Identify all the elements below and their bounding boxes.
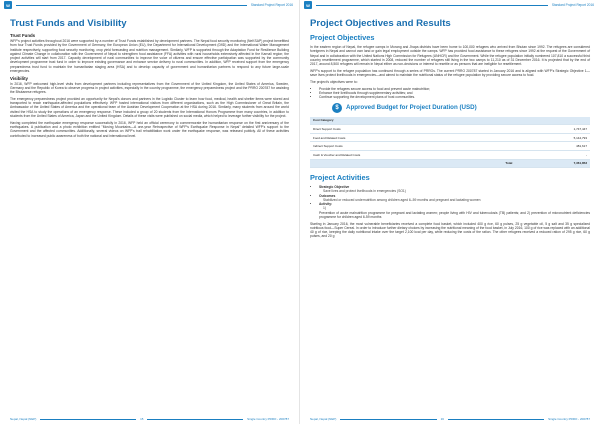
- list-item: • Continue supporting the development plans of host communities.: [319, 95, 590, 99]
- list-item: • Provide the refugees secure access to food and prevent acute malnutrition;: [319, 87, 590, 91]
- list-item: • Outcomes Stabilized or reduced undernutrition among children aged 6–59 months and pregnant and lactating women: [319, 194, 590, 203]
- right-page: [300, 0, 600, 424]
- running-header: Standard Project Report 2016: [250, 3, 293, 7]
- budget-header: [332, 103, 590, 113]
- footer-project: Single Country PRRO - 200787: [247, 417, 290, 421]
- objectives-intro: The project's objectives were to:: [310, 79, 358, 84]
- table-row: [310, 142, 590, 151]
- left-topbar: [0, 0, 299, 10]
- objectives-paragraph-2: WFP's support to the refugee population has continued through a series of PRROs. The current PRRO 200787 started in January 2016 and is aligned with WFP's Strategic Objective 1—save lives protect livelihoods in emergencies—and aimed to maintain the nutritional status of the refugee population by providing secure access to food.: [310, 68, 590, 78]
- table-cell: Cash & Voucher and Related Costs: [310, 150, 515, 159]
- left-footer: [10, 417, 289, 421]
- wfp-logo-icon: W: [4, 1, 12, 9]
- running-header: Standard Project Report 2016: [551, 3, 594, 7]
- page-title: Trust Funds and Visibility: [10, 18, 127, 29]
- visibility-heading: Visibility: [10, 75, 28, 81]
- table-cell: Total: [310, 159, 515, 168]
- footer-country: Nepal, Nepal (NEP): [10, 417, 37, 421]
- table-cell: 1,747,447: [515, 125, 590, 134]
- table-cell: -: [515, 150, 590, 159]
- table-cell: [515, 117, 590, 125]
- list-item: • Enhance their livelihoods through supplementary activities; and: [319, 91, 590, 95]
- table-row: [310, 125, 590, 134]
- footer-rule: [147, 419, 243, 420]
- objectives-paragraph-1: In the eastern region of Nepal, the refugee camps in Morang and Jhapa districts have been home to 100,000 refugees who arrived from Bhutan since 1992. The refugees are considered foreigners in Nepal and cannot own land or gain legal employment outside the camps. WFP has provided food assistance to these refugees since 1992 at the request of the Government of Nepal and in collaboration with the United Nations High Commission for Refugees (UNHCR) and the Government. While the refugee population initially numbered 107,810 a successful third country resettlement programme, which started in 2008, reduced the number of refugees still living in the two camps to 11,210 as of 31 December 2016. It is projected that by the end of 2017, around 8,500 refugees will remain in Nepal either as non-decisions or interest to resettle or as persons that are ineligible for resettlement.: [310, 45, 590, 66]
- table-cell: 5,144,793: [515, 133, 590, 142]
- wfp-logo-icon: W: [304, 1, 312, 9]
- table-total-row: [310, 159, 590, 168]
- visibility-paragraph-1: In 2016, WFP welcomed high-level visits from development partners including representatives from the Government of the United Kingdom, the United States of America, Sweden, Germany and the Republic of Korea to observe progress in project activities, especially in the country programme, the emergency preparedness project and the PRRO 200787 for assisting the Bhutanese refugees.: [10, 81, 289, 95]
- table-cell: 7,361,853: [515, 159, 590, 168]
- table-cell: 481,617: [515, 142, 590, 151]
- header-rule: [16, 5, 247, 6]
- activities-list: [310, 185, 590, 211]
- footer-rule: [340, 419, 436, 420]
- budget-title: Approved Budget for Project Duration (USD): [346, 104, 477, 112]
- footer-country: Nepal, Nepal (NEP): [310, 417, 337, 421]
- footer-project: Single Country PRRO - 200787: [548, 417, 591, 421]
- right-topbar: [300, 0, 600, 10]
- objectives-heading: Project Objectives: [310, 33, 375, 42]
- header-rule: [316, 5, 548, 6]
- list-item: • Strategic Objective Save lives and protect livelihoods in emergencies (SO1): [319, 185, 590, 194]
- table-cell: Indirect Support Costs: [310, 142, 515, 151]
- objectives-list: [310, 87, 590, 100]
- table-cell: Direct Support Costs: [310, 125, 515, 134]
- table-row: [310, 117, 590, 125]
- visibility-paragraph-3: Having completed the earthquake emergency response successfully in 2016, WFP held an official ceremony to commemorate the humanitarian response on the first anniversary of the earthquakes. A publication and a photo exhibition entitled "Moving Mountains—A one-year Retrospective of WFP's Earthquake Response in Nepal" detailed WFP's support to the Government and the affected communities. Additionally, several videos on WFP's trail rehabilitation work under the earthquake response, was released publicly. All of these activities contributed to increased public awareness of both the national and international level.: [10, 120, 289, 138]
- page-number: 15: [140, 417, 144, 421]
- table-cell: Food and Related Costs: [310, 133, 515, 142]
- budget-table: [310, 117, 590, 169]
- trust-funds-heading: Trust Funds: [10, 33, 36, 38]
- right-footer: [310, 417, 590, 421]
- page-number: 16: [440, 417, 444, 421]
- activities-paragraph-2: Starting in January 2016, the most vulnerable beneficiaries received a complete food basket, which included 400 g rice, 60 g pulses, 25 g vegetable oil, 5 g salt and 35 g specialized nutritious food—Super Cereal. In order to introduce further dietary choices by increasing the nutritional meaning of the food basket, in July 2016, 100 g of rice was replaced with an additional 40 g of rice, keeping the daily nutritional intake over the target 2,100 kcal per day, while reducing the costs of the ration. The other refugees received a reduced ration of 295 g rice, 60 g pulses, and 20 g: [310, 221, 590, 239]
- list-item: • Activity: 1): [319, 202, 590, 211]
- footer-rule: [448, 419, 544, 420]
- trust-funds-paragraph: WFP's project activities throughout 2016 were supported by a number of Trust Funds established by development partners. The Nepal food security monitoring (NeKSAP) project benefitted from four Trust Funds provided by the Government of Germany, the European Union (EU), the Department for International Development (DfID) and the International Water Management Institute respectively, supporting food security monitoring, crop yield forecasting and nutrition management. Similarly, WFP is supported through the Adaptation Fund for Resilience Building against Climate Change in collaboration with the Government of Nepal to strengthen food assistance (FFA) activities with rural households extensively affected in the Karnali region; the project activities will start from 2017. Capacity development of rural communities to improve the voice of citizens and ensure effective participation was supported by the community development programme trust fund in order to improve existing governance and enhance service delivery to rural communities. In addition, WFP received support from the emergency preparedness trust fund to maintain the humanitarian staging area (HSA) and to develop capacity of government and humanitarian partners to respond to any future large-scale emergencies.: [10, 39, 289, 73]
- page-title: Project Objectives and Results: [310, 18, 451, 29]
- table-row: [310, 150, 590, 159]
- activities-paragraph-1: Prevention of acute malnutrition programme for pregnant and lactating women; people living with HIV and tuberculosis (TB) patients; and 2) prevention of micronutrient deficiencies programme for children aged 6-59 months: [319, 210, 590, 219]
- visibility-paragraph-2: The emergency preparedness project provided an opportunity for Nepal's donors and partners in the Logistic Cluster to learn how food, medical, health and shelter items were stored and transported to reach earthquake-affected populations effectively. WFP hosted international visitors from different organizations, such as the High Commissioner of Great Britain, the Ambassador of the United States of America and the operational team of the Austrian Development Cooperation at the HSA during 2016. Similarly, many students from around the world visited the HSA to study the operations of an emergency response. These included a group of 20 students from the International Honors Programme from many countries, in addition to students from the United States of America, Japan and the United Kingdom. Details of these visits were published on social media, which helped to leverage further visibility for the project.: [10, 96, 289, 118]
- activities-heading: Project Activities: [310, 173, 370, 183]
- table-cell: Cost Category: [310, 117, 515, 125]
- dollar-icon: $: [332, 103, 342, 113]
- footer-rule: [40, 419, 136, 420]
- table-row: [310, 133, 590, 142]
